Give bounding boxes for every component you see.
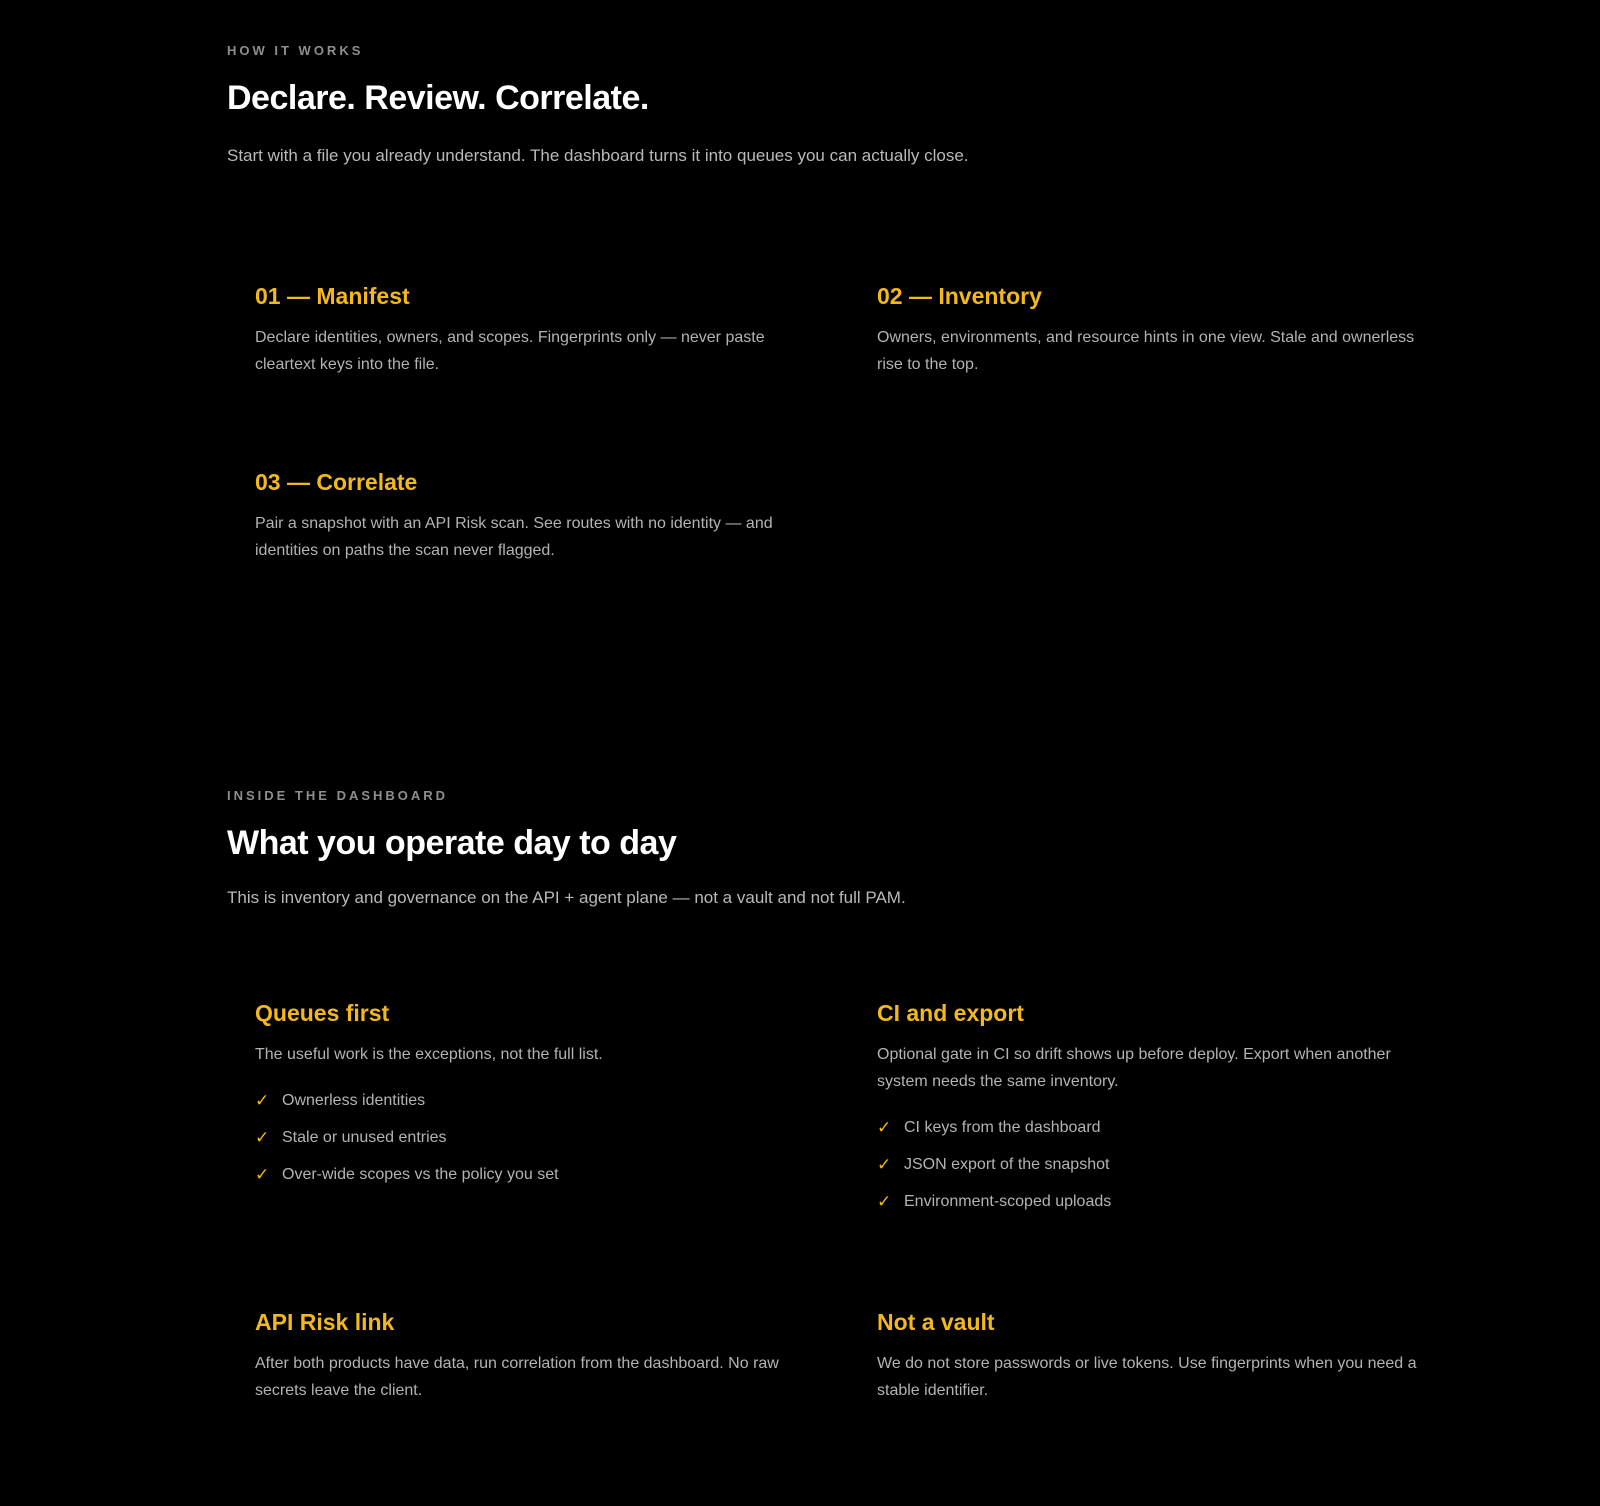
- check-icon: ✓: [255, 1090, 270, 1110]
- inside-dashboard-eyebrow: INSIDE THE DASHBOARD: [227, 788, 449, 803]
- step-title: 01 — Manifest: [255, 283, 410, 309]
- checklist-item-label: JSON export of the snapshot: [904, 1155, 1110, 1173]
- step-title: 02 — Inventory: [877, 283, 1042, 309]
- step-card-manifest: [255, 283, 795, 378]
- check-icon: ✓: [877, 1117, 892, 1137]
- feature-checklist: [255, 1082, 795, 1193]
- step-body: Owners, environments, and resource hints in one view. Stale and ownerless rise to the top.: [877, 329, 1415, 373]
- feature-title: Not a vault: [877, 1309, 995, 1335]
- inside-dashboard-lead: This is inventory and governance on the API + agent plane — not a vault and not full PAM.: [227, 888, 906, 907]
- feature-card-not-a-vault: [877, 1309, 1417, 1404]
- checklist-item: [255, 1119, 795, 1156]
- step-card-correlate: [255, 469, 795, 564]
- checklist-item-label: Over-wide scopes vs the policy you set: [282, 1165, 559, 1183]
- feature-body: We do not store passwords or live tokens. Use fingerprints when you need a stable identifier.: [877, 1355, 1417, 1399]
- check-icon: ✓: [255, 1164, 270, 1184]
- check-icon: ✓: [877, 1191, 892, 1211]
- how-it-works-lead: Start with a file you already understand. The dashboard turns it into queues you can actually close.: [227, 146, 969, 165]
- step-body: Declare identities, owners, and scopes. Fingerprints only — never paste cleartext keys into the file.: [255, 329, 765, 373]
- how-it-works-eyebrow: HOW IT WORKS: [227, 43, 364, 58]
- feature-card-ci-and-export: [877, 1000, 1417, 1220]
- check-icon: ✓: [255, 1127, 270, 1147]
- checklist-item: [877, 1146, 1417, 1183]
- feature-card-queues-first: [255, 1000, 795, 1193]
- checklist-item-label: Ownerless identities: [282, 1091, 426, 1109]
- check-icon: ✓: [877, 1154, 892, 1174]
- feature-card-api-risk-link: [255, 1309, 795, 1404]
- how-it-works-heading: Declare. Review. Correlate.: [227, 79, 649, 117]
- checklist-item: [877, 1109, 1417, 1146]
- checklist-item-label: Stale or unused entries: [282, 1128, 447, 1146]
- step-card-inventory: [877, 283, 1417, 378]
- checklist-item-label: CI keys from the dashboard: [904, 1118, 1101, 1136]
- step-title: 03 — Correlate: [255, 469, 418, 495]
- feature-body: The useful work is the exceptions, not the full list.: [255, 1046, 603, 1063]
- feature-title: API Risk link: [255, 1309, 395, 1335]
- checklist-item: [255, 1082, 795, 1119]
- checklist-item-label: Environment-scoped uploads: [904, 1192, 1112, 1210]
- inside-dashboard-heading: What you operate day to day: [227, 824, 677, 862]
- feature-title: Queues first: [255, 1000, 390, 1026]
- checklist-item: [255, 1156, 795, 1193]
- checklist-item: [877, 1183, 1417, 1220]
- feature-body: After both products have data, run correlation from the dashboard. No raw secrets leave the client.: [255, 1355, 779, 1399]
- step-body: Pair a snapshot with an API Risk scan. See routes with no identity — and identities on paths the scan never flagged.: [255, 515, 773, 559]
- feature-title: CI and export: [877, 1000, 1024, 1026]
- feature-checklist: [877, 1109, 1417, 1220]
- feature-body: Optional gate in CI so drift shows up before deploy. Export when another system needs the same inventory.: [877, 1046, 1391, 1090]
